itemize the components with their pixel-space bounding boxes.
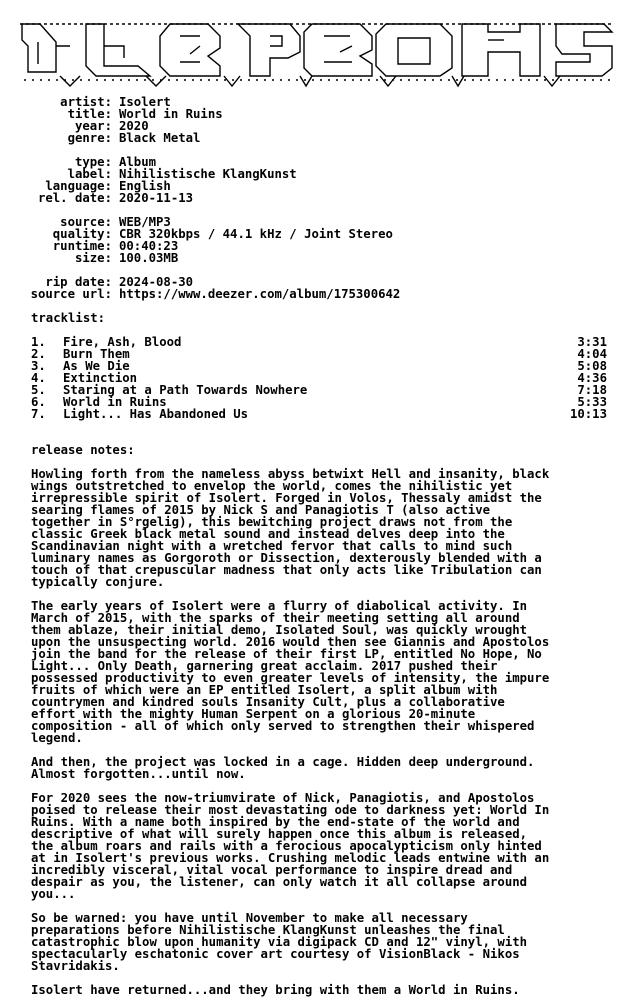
track-number: 7. (31, 407, 46, 421)
track-number: 3. (31, 359, 46, 373)
genre-label: genre: (67, 131, 112, 145)
release-notes-heading: release notes: (31, 443, 135, 457)
track-title: Fire, Ash, Blood (63, 335, 182, 349)
track-row (31, 408, 607, 420)
type-label: type: (74, 155, 112, 169)
track-title: Extinction (63, 371, 138, 385)
notes-paragraph: For 2020 sees the now-triumvirate of Nick, Panagiotis, and Apostolos poised to release their most devastating ode to darkness yet: World In Ruins. With a name both inspired by the end-state of the world and descriptive of what will surely happen once this album is released, the album roars and rails with a ferocious apocalypticism only hinted at in Isolert's previous works. Crushing melodic leads entwine with an incredibly visceral, vital vocal performance to inspire dread and despair as you, the listener, can only watch it all collapse around you... (31, 791, 550, 901)
tracklist-heading: tracklist: (31, 311, 106, 325)
year-label: year: (74, 119, 112, 133)
runtime-value: 00:40:23 (119, 239, 179, 253)
quality-label: quality: (52, 227, 112, 241)
release-notes (31, 468, 611, 1008)
track-duration: 7:18 (577, 383, 607, 397)
track-title: Light... Has Abandoned Us (63, 407, 249, 421)
ascii-banner-logo (0, 6, 632, 88)
track-title: Burn Them (63, 347, 130, 361)
notes-paragraph: The early years of Isolert were a flurry of diabolical activity. In March of 2015, with the sparks of their meeting setting all around them ablaze, their initial demo, Isolated Soul, was quickly wrought upon the unsuspecting world. 2016 would then see Giannis and Apostolos join the band for the release of their first LP, entitled No Hope, No Light... Only Death, garnering great acclaim. 2017 pushed their possessed productivity to even greater levels of intensity, the impure fruits of which were an EP entitled Isolert, a split album with countrymen and kindred souls Insanity Cult, plus a collaborative effort with the mighty Human Serpent on a glorious 20-minute composition - all of which only served to strengthen their whispered legend. (31, 599, 550, 745)
meta-row-size (0, 252, 632, 264)
track-title: World in Ruins (63, 395, 167, 409)
track-number: 2. (31, 347, 46, 361)
source-url-label: source url: (30, 287, 112, 301)
label-value: Nihilistische KlangKunst (119, 167, 297, 181)
tracklist (31, 336, 607, 420)
track-duration: 4:36 (577, 371, 607, 385)
source-url-link[interactable]: https://www.deezer.com/album/175300642 (119, 287, 401, 301)
genre-value: Black Metal (119, 131, 201, 145)
track-duration: 5:33 (577, 395, 607, 409)
title-value: World in Ruins (119, 107, 223, 121)
rel-date-label: rel. date: (37, 191, 112, 205)
meta-row-genre (0, 132, 632, 144)
rel-date-value: 2020-11-13 (119, 191, 194, 205)
notes-paragraph: And then, the project was locked in a cage. Hidden deep underground. Almost forgotten...until now. (31, 755, 535, 781)
label-label: label: (67, 167, 112, 181)
artist-label: artist: (60, 95, 112, 109)
track-duration: 10:13 (569, 407, 607, 421)
artist-value: Isolert (119, 95, 171, 109)
track-title: As We Die (63, 359, 130, 373)
meta-row-rel-date (0, 192, 632, 204)
language-label: language: (45, 179, 112, 193)
title-label: title: (67, 107, 112, 121)
rip-date-value: 2024-08-30 (119, 275, 194, 289)
notes-paragraph: Isolert have returned...and they bring with them a World in Ruins. (31, 983, 520, 997)
rip-date-label: rip date: (45, 275, 112, 289)
runtime-label: runtime: (52, 239, 112, 253)
size-value: 100.03MB (119, 251, 179, 265)
year-value: 2020 (119, 119, 149, 133)
track-number: 6. (31, 395, 46, 409)
track-number: 4. (31, 371, 46, 385)
notes-paragraph: So be warned: you have until November to make all necessary preparations before Nihilistische KlangKunst unleashes the final catastrophic blow upon humanity via digipack CD and 12" vinyl, with spectacularly eschatonic cover art courtesy of VisionBlack - Nikos Stavridakis. (31, 911, 528, 973)
size-label: size: (74, 251, 112, 265)
track-title: Staring at a Path Towards Nowhere (63, 383, 308, 397)
source-value: WEB/MP3 (119, 215, 171, 229)
meta-row-source-url (0, 288, 632, 300)
notes-paragraph: Howling forth from the nameless abyss betwixt Hell and insanity, black wings outstretched to envelop the world, comes the nihilistic yet irrepressible spirit of Isolert. Forged in Volos, Thessaly amidst the searing flames of 2015 by Nick S and Panagiotis T (also active together in S°rgelig), this bewitching project draws not from the classic Greek black metal sound and instead delves deep into the Scandinavian night with a wretched fervor that calls to mind such luminary names as Gorgoroth or Dissection, dexterously blended with a touch of that crepuscular madness that only acts like Tribulation can typically conjure. (31, 467, 550, 589)
type-value: Album (119, 155, 157, 169)
language-value: English (119, 179, 171, 193)
release-meta (0, 96, 632, 300)
track-duration: 3:31 (577, 335, 607, 349)
track-number: 5. (31, 383, 46, 397)
track-number: 1. (31, 335, 46, 349)
quality-value: CBR 320kbps / 44.1 kHz / Joint Stereo (119, 227, 393, 241)
source-label: source: (60, 215, 112, 229)
track-duration: 4:04 (577, 347, 607, 361)
track-duration: 5:08 (577, 359, 607, 373)
